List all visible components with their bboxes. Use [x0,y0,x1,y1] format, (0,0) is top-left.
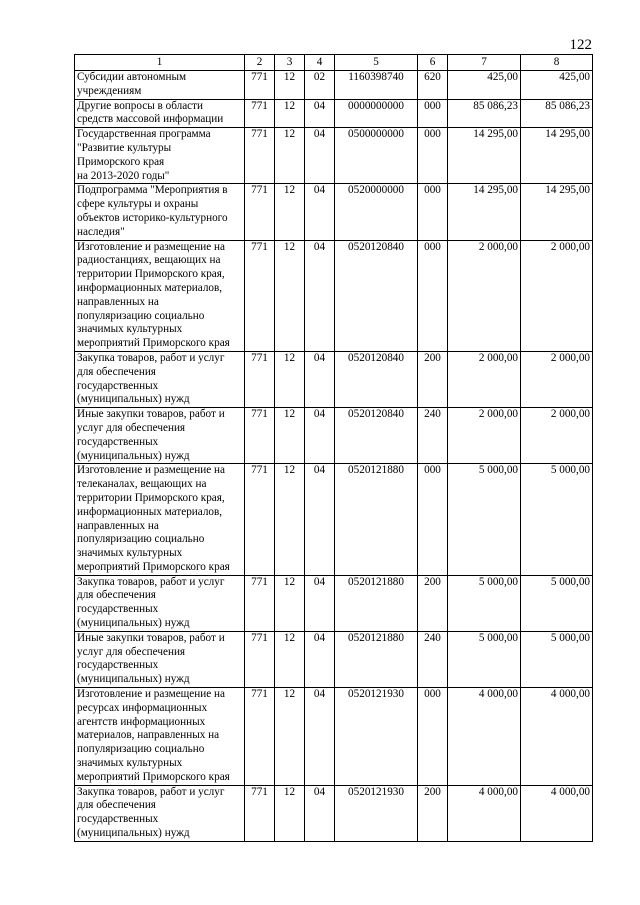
amount-col7-cell: 2 000,00 [448,351,521,407]
row-name-cell: Субсидии автономным учреждениям [75,71,245,100]
table-row [75,464,593,575]
header-row [75,55,593,71]
table-row [75,240,593,351]
amount-col8-cell: 2 000,00 [521,240,593,351]
table-row [75,688,593,786]
amount-col7-cell: 5 000,00 [448,631,521,687]
subsection-code-cell: 04 [305,351,335,407]
section-code-cell: 12 [275,785,305,841]
section-code-cell: 12 [275,408,305,464]
column-header: 3 [275,55,305,71]
row-name-cell: Иные закупки товаров, работ и услуг для обеспечения государственных (муниципальных) нужд [75,408,245,464]
amount-col8-cell: 2 000,00 [521,351,593,407]
row-name-cell: Закупка товаров, работ и услуг для обеспечения государственных (муниципальных) нужд [75,785,245,841]
expense-type-cell: 000 [418,184,448,240]
column-header: 7 [448,55,521,71]
row-name-cell: Иные закупки товаров, работ и услуг для обеспечения государственных (муниципальных) нужд [75,631,245,687]
column-header: 8 [521,55,593,71]
amount-col7-cell: 85 086,23 [448,99,521,128]
row-name-cell: Другие вопросы в области средств массовой информации [75,99,245,128]
row-name-cell: Изготовление и размещение на радиостанциях, вещающих на территории Приморского края, информационных материалов, направленных на популяризацию социально значимых культурных мероприятий Приморского края [75,240,245,351]
amount-col7-cell: 4 000,00 [448,688,521,786]
row-name-cell: Изготовление и размещение на телеканалах, вещающих на территории Приморского края, информационных материалов, направленных на популяризацию социально значимых культурных мероприятий Приморского края [75,464,245,575]
target-article-cell: 0520120840 [335,351,418,407]
amount-col7-cell: 2 000,00 [448,240,521,351]
target-article-cell: 0520000000 [335,184,418,240]
target-article-cell: 0000000000 [335,99,418,128]
target-article-cell: 0500000000 [335,128,418,184]
table-row [75,184,593,240]
budget-table [74,54,593,842]
amount-col7-cell: 4 000,00 [448,785,521,841]
subsection-code-cell: 04 [305,240,335,351]
expense-type-cell: 200 [418,351,448,407]
column-header: 5 [335,55,418,71]
column-header: 6 [418,55,448,71]
amount-col7-cell: 2 000,00 [448,408,521,464]
ministry-code-cell: 771 [245,351,275,407]
expense-type-cell: 000 [418,128,448,184]
expense-type-cell: 000 [418,99,448,128]
subsection-code-cell: 04 [305,575,335,631]
column-header: 1 [75,55,245,71]
ministry-code-cell: 771 [245,575,275,631]
section-code-cell: 12 [275,71,305,100]
row-name-cell: Закупка товаров, работ и услуг для обеспечения государственных (муниципальных) нужд [75,575,245,631]
table-row [75,128,593,184]
subsection-code-cell: 04 [305,464,335,575]
expense-type-cell: 000 [418,464,448,575]
subsection-code-cell: 04 [305,99,335,128]
ministry-code-cell: 771 [245,408,275,464]
target-article-cell: 0520121930 [335,688,418,786]
amount-col8-cell: 425,00 [521,71,593,100]
subsection-code-cell: 04 [305,128,335,184]
amount-col8-cell: 4 000,00 [521,688,593,786]
amount-col7-cell: 14 295,00 [448,184,521,240]
subsection-code-cell: 04 [305,785,335,841]
expense-type-cell: 240 [418,408,448,464]
ministry-code-cell: 771 [245,688,275,786]
table-row [75,71,593,100]
amount-col7-cell: 5 000,00 [448,575,521,631]
table-row [75,351,593,407]
ministry-code-cell: 771 [245,464,275,575]
amount-col8-cell: 5 000,00 [521,464,593,575]
subsection-code-cell: 04 [305,688,335,786]
amount-col8-cell: 4 000,00 [521,785,593,841]
column-header: 2 [245,55,275,71]
section-code-cell: 12 [275,128,305,184]
table-row [75,99,593,128]
ministry-code-cell: 771 [245,240,275,351]
subsection-code-cell: 04 [305,631,335,687]
amount-col7-cell: 14 295,00 [448,128,521,184]
ministry-code-cell: 771 [245,785,275,841]
amount-col8-cell: 2 000,00 [521,408,593,464]
target-article-cell: 0520120840 [335,240,418,351]
row-name-cell: Изготовление и размещение на ресурсах информационных агентств информационных материалов, направленных на популяризацию социально значимых культурных мероприятий Приморского края [75,688,245,786]
expense-type-cell: 620 [418,71,448,100]
section-code-cell: 12 [275,464,305,575]
row-name-cell: Подпрограмма "Мероприятия в сфере культуры и охраны объектов историко-культурного наследия" [75,184,245,240]
subsection-code-cell: 04 [305,184,335,240]
ministry-code-cell: 771 [245,128,275,184]
table-row [75,408,593,464]
amount-col7-cell: 5 000,00 [448,464,521,575]
amount-col8-cell: 85 086,23 [521,99,593,128]
row-name-cell: Закупка товаров, работ и услуг для обеспечения государственных (муниципальных) нужд [75,351,245,407]
subsection-code-cell: 04 [305,408,335,464]
ministry-code-cell: 771 [245,71,275,100]
table-row [75,785,593,841]
subsection-code-cell: 02 [305,71,335,100]
ministry-code-cell: 771 [245,99,275,128]
expense-type-cell: 200 [418,785,448,841]
row-name-cell: Государственная программа "Развитие культуры Приморского края на 2013-2020 годы" [75,128,245,184]
target-article-cell: 0520121880 [335,575,418,631]
amount-col8-cell: 14 295,00 [521,128,593,184]
amount-col7-cell: 425,00 [448,71,521,100]
table-row [75,631,593,687]
ministry-code-cell: 771 [245,184,275,240]
target-article-cell: 0520121930 [335,785,418,841]
amount-col8-cell: 5 000,00 [521,575,593,631]
section-code-cell: 12 [275,240,305,351]
ministry-code-cell: 771 [245,631,275,687]
target-article-cell: 1160398740 [335,71,418,100]
section-code-cell: 12 [275,688,305,786]
amount-col8-cell: 14 295,00 [521,184,593,240]
amount-col8-cell: 5 000,00 [521,631,593,687]
section-code-cell: 12 [275,631,305,687]
section-code-cell: 12 [275,575,305,631]
expense-type-cell: 240 [418,631,448,687]
column-header: 4 [305,55,335,71]
section-code-cell: 12 [275,99,305,128]
expense-type-cell: 200 [418,575,448,631]
expense-type-cell: 000 [418,688,448,786]
page-number: 122 [569,37,592,53]
target-article-cell: 0520120840 [335,408,418,464]
table-row [75,575,593,631]
expense-type-cell: 000 [418,240,448,351]
section-code-cell: 12 [275,351,305,407]
target-article-cell: 0520121880 [335,631,418,687]
target-article-cell: 0520121880 [335,464,418,575]
section-code-cell: 12 [275,184,305,240]
